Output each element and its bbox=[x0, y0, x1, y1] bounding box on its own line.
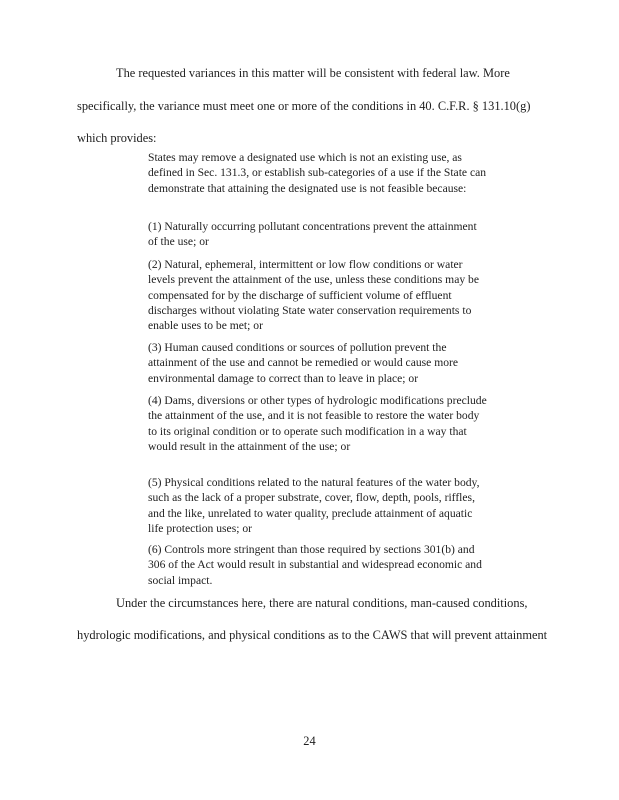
intro-line-3: which provides: bbox=[77, 131, 157, 145]
quote-item-2: (2) Natural, ephemeral, intermittent or low flow conditions or water levels prevent the attainment of the use, unless these conditions may be compensated for by the discharge of sufficient volume of effluent discharges without violating State water conservation requirements to enable uses to be met; or bbox=[148, 258, 479, 333]
intro-line-2 bbox=[77, 99, 530, 113]
intro-line-2-end: ) bbox=[526, 99, 531, 113]
quote-item-1: (1) Naturally occurring pollutant concentrations prevent the attainment of the use; or bbox=[148, 220, 477, 249]
intro-line-2-underlined: g bbox=[520, 99, 527, 113]
page-number: 24 bbox=[303, 734, 316, 748]
intro-line-2-text: specifically, the variance must meet one or more of the conditions in 40. C.F.R. § 131.10( bbox=[77, 99, 521, 113]
conclusion-line-2: hydrologic modifications, and physical conditions as to the CAWS that will prevent attainment bbox=[77, 628, 548, 642]
conclusion-line-1: Under the circumstances here, there are natural conditions, man-caused conditions, bbox=[116, 596, 528, 610]
quote-lead: States may remove a designated use which is not an existing use, as defined in Sec. 131.3, or establish sub-categories of a use if the State can demonstrate that attaining the designated use is not feasible because: bbox=[148, 151, 487, 195]
quote-item-5: (5) Physical conditions related to the natural features of the water body, such as the lack of a proper substrate, cover, flow, depth, pools, riffles, and the like, unrelated to water quality, preclude attainment of aquatic life protection uses; or bbox=[148, 476, 480, 535]
quote-item-6: (6) Controls more stringent than those required by sections 301(b) and 306 of the Act would result in substantial and widespread economic and social impact. bbox=[148, 543, 482, 587]
quote-item-4: (4) Dams, diversions or other types of hydrologic modifications preclude the attainment of the use, and it is not feasible to restore the water body to its original condition or to operate such modification in a way that would result in the attainment of the use; or bbox=[148, 394, 487, 453]
intro-line-1: The requested variances in this matter will be consistent with federal law. More bbox=[116, 66, 510, 80]
quote-item-3: (3) Human caused conditions or sources of pollution prevent the attainment of the use and cannot be remedied or would cause more environmental damage to correct than to leave in place; or bbox=[148, 341, 459, 385]
